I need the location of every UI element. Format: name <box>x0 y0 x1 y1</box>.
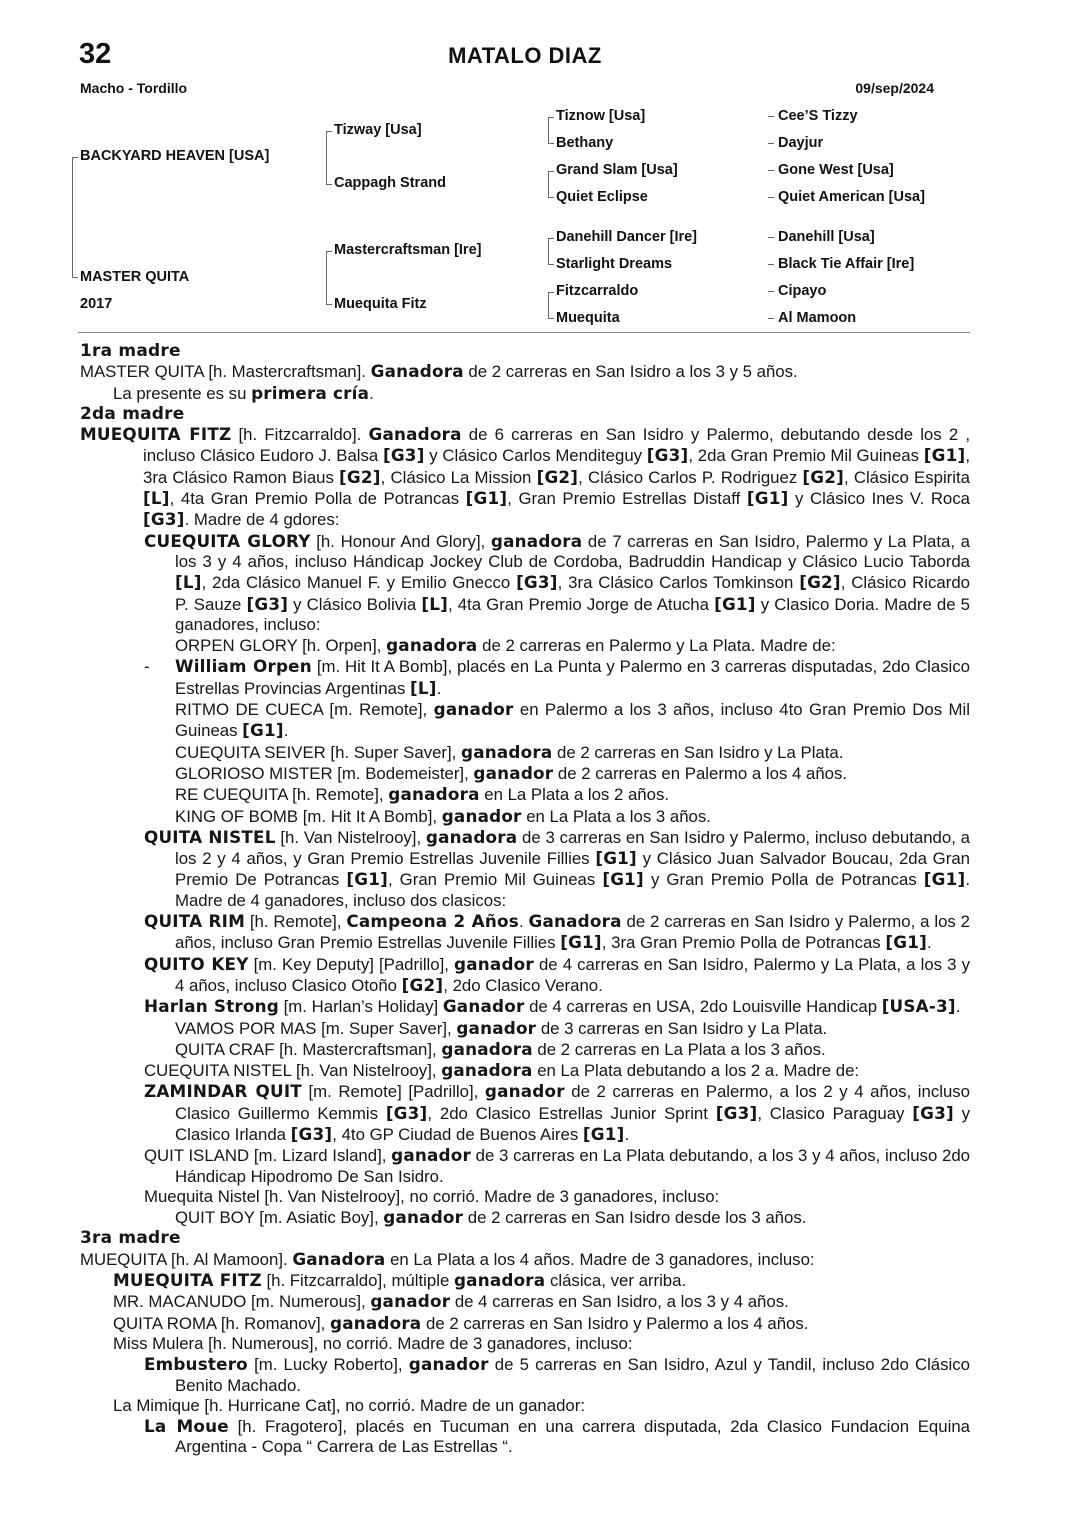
entry-text: , 4ta Gran Premio Polla de Potrancas <box>169 489 466 509</box>
entry-text: . <box>436 678 442 698</box>
entry-text: y Clásico Bolivia <box>288 594 422 614</box>
bold-text: [G2] <box>401 974 444 995</box>
bold-text: primera cría <box>251 382 370 403</box>
entry-text: QUITA ROMA [h. Romanov], <box>113 1313 330 1333</box>
bracket-line <box>768 116 774 117</box>
entry-text: . Madre de 4 ganadores, incluso dos clasicos: <box>175 870 971 910</box>
family-entry <box>80 1145 970 1187</box>
bold-text: ganadora <box>425 826 518 847</box>
entry-text: [h. Remote], <box>245 912 347 932</box>
bold-text: [G2] <box>339 466 381 487</box>
bold-text: [USA-3] <box>881 996 956 1017</box>
entry-text: de 4 carreras en San Isidro, a los 3 y 4 años. <box>450 1292 789 1312</box>
bold-text: ganadora <box>329 1312 422 1333</box>
family-entry <box>80 1334 970 1354</box>
bold-text: 1ra madre <box>80 341 181 361</box>
gen4-ancestor: Cee’S Tizzy <box>778 108 858 124</box>
bold-text: [G1] <box>923 445 966 466</box>
bold-text: ganadora <box>441 1060 533 1081</box>
gen4-ancestor: Gone West [Usa] <box>778 162 894 178</box>
bold-text: [G2] <box>799 572 841 593</box>
entry-text: RE CUEQUITA [h. Remote], <box>175 785 389 805</box>
entry-text: [h. Fitzcarraldo]. <box>231 425 369 445</box>
bold-text: [G3] <box>246 593 289 614</box>
bracket-line <box>326 131 332 132</box>
entry-text: QUIT BOY [m. Asiatic Boy], <box>175 1208 384 1228</box>
entry-text: clásica, ver arriba. <box>545 1271 687 1291</box>
bracket-line <box>548 264 554 265</box>
bracket-line <box>72 157 78 158</box>
entry-text: CUEQUITA SEIVER [h. Super Saver], <box>175 742 462 762</box>
gen4-ancestor: Danehill [Usa] <box>778 229 875 245</box>
dam-sire: Mastercraftsman [Ire] <box>334 242 482 258</box>
bold-text: ganador <box>370 1291 451 1312</box>
entry-text: QUITA CRAF [h. Mastercraftsman], <box>175 1039 442 1059</box>
bracket-line <box>768 197 774 198</box>
bold-text: [G2] <box>802 466 844 487</box>
entry-text: y Clasico Doria. Madre de 5 ganadores, incluso: <box>175 594 971 634</box>
family-entry <box>80 656 970 699</box>
family-entry <box>80 531 970 635</box>
entry-text: [h. Van Nistelrooy], <box>275 827 426 847</box>
bold-text: ganadora <box>490 530 583 551</box>
bold-text: ganadora <box>388 784 480 805</box>
entry-text: VAMOS POR MAS [m. Super Saver], <box>175 1018 457 1038</box>
entry-text: de 2 carreras en La Plata a los 3 años. <box>532 1039 826 1059</box>
entry-text: GLORIOSO MISTER [m. Bodemeister], <box>175 763 474 783</box>
entry-text: de 3 carreras en San Isidro y La Plata. <box>536 1018 828 1038</box>
entry-text: , 4ta Gran Premio Jorge de Atucha <box>447 594 715 614</box>
entry-dash: - <box>144 657 150 677</box>
bold-text: [G3] <box>516 572 558 593</box>
bracket-line <box>548 238 549 265</box>
entry-text: de 2 carreras en San Isidro y La Plata. <box>552 742 844 762</box>
bold-text: ganador <box>454 953 534 974</box>
bold-text: [G1] <box>885 932 927 953</box>
bold-text: ganador <box>484 1081 565 1102</box>
family-entry <box>80 1249 970 1270</box>
dam: MASTER QUITA <box>80 269 190 285</box>
entry-text: Muequita Nistel [h. Van Nistelrooy], no corrió. Madre de 3 ganadores, incluso: <box>144 1186 720 1206</box>
family-entry <box>80 1313 970 1334</box>
bold-text: ganadora <box>441 1038 533 1059</box>
entry-text: de 2 carreras en San Isidro desde los 3 años. <box>463 1208 807 1228</box>
gen4-ancestor: Dayjur <box>778 135 824 151</box>
entry-text: . <box>369 383 374 403</box>
family-entry <box>80 1207 970 1228</box>
entry-text: , Clasico Paraguay <box>757 1103 913 1123</box>
bold-text: Campeona 2 Años <box>346 911 519 932</box>
entry-text: [h. Fitzcarraldo], múltiple <box>261 1271 454 1291</box>
entry-text: de 2 carreras en San Isidro y Palermo a los 4 años. <box>421 1313 809 1333</box>
entry-text: . Madre de 4 gdores: <box>184 510 340 530</box>
bold-text: ganadora <box>453 1270 546 1291</box>
gen3-ancestor: Danehill Dancer [Ire] <box>556 229 698 245</box>
family-entry <box>80 1039 970 1060</box>
bold-text: La Moue <box>144 1416 229 1437</box>
family-entry <box>80 1416 970 1458</box>
bracket-line <box>548 197 554 198</box>
bold-text: ganador <box>441 805 522 826</box>
bracket-line <box>548 171 554 172</box>
entry-text: ORPEN GLORY [h. Orpen], <box>175 636 387 656</box>
entry-text: [h. Honour And Glory], <box>310 531 491 551</box>
gen3-ancestor: Grand Slam [Usa] <box>556 162 678 178</box>
sire-dam: Cappagh Strand <box>334 175 446 191</box>
generation-heading <box>80 404 970 424</box>
entry-text: y Clásico Ines V. Roca <box>788 489 970 509</box>
entry-text: de 7 carreras en San Isidro, Palermo y La Plata, a los 3 y 4 años, incluso Hándicap Jockey Club de Cordoba, Badruddin Handicap y Clásico Lucio Taborda <box>175 531 971 571</box>
bold-text: Embustero <box>144 1354 248 1375</box>
family-entry <box>80 827 970 911</box>
bold-text: [G3] <box>143 509 185 530</box>
entry-text: y Clásico Juan Salvador Boucau, 2da Gran Premio De Potrancas <box>175 849 970 890</box>
bold-text: [G1] <box>242 720 284 741</box>
family-entry <box>80 763 970 784</box>
bold-text: [L] <box>143 488 170 509</box>
bold-text: [G3] <box>646 445 689 466</box>
bold-text: [G3] <box>382 445 425 466</box>
entry-text: de 2 carreras en San Isidro y Palermo, a los 2 años, incluso Gran Premio Estrellas Juvenile Fillies <box>175 912 970 953</box>
bracket-line <box>548 238 554 239</box>
entry-text: , 2do Clasico Estrellas Junior Sprint <box>427 1103 716 1123</box>
entry-text: . <box>518 912 529 932</box>
bold-text: [G1] <box>560 932 602 953</box>
entry-text: de 3 carreras en San Isidro y Palermo, incluso debutando, a los 2 y 4 años, y Gran Premio Estrellas Juvenile Fillies <box>175 827 970 869</box>
bold-text: ZAMINDAR QUIT <box>144 1081 302 1102</box>
entry-text: , Clásico Carlos P. Rodriguez <box>578 467 803 487</box>
family-entry <box>80 996 970 1017</box>
entry-text: en Palermo a los 3 años, incluso 4to Gran Premio Dos Mil Guineas <box>175 700 970 741</box>
entry-text: de 2 carreras en San Isidro a los 3 y 5 años. <box>463 362 798 382</box>
entry-text: Miss Mulera [h. Numerous], no corrió. Madre de 3 ganadores, incluso: <box>113 1333 633 1353</box>
bold-text: ganador <box>383 1207 464 1228</box>
entry-text: MR. MACANUDO [m. Numerous], <box>113 1292 371 1312</box>
bold-text: [G1] <box>923 869 966 890</box>
entry-text: RITMO DE CUECA [m. Remote], <box>175 700 434 720</box>
bracket-line <box>548 171 549 198</box>
family-entry <box>80 424 970 530</box>
entry-text: La Mimique [h. Hurricane Cat], no corrió. Madre de un ganador: <box>113 1395 585 1415</box>
bold-text: William Orpen <box>175 656 312 677</box>
entry-text: [m. Hit It A Bomb], placés en La Punta y Palermo en 3 carreras disputadas, 2do Clasico Estrellas Provincias Argentinas <box>175 657 970 698</box>
generation-heading <box>80 341 970 361</box>
bracket-line <box>548 292 549 319</box>
lot-number: 32 <box>79 38 112 70</box>
birth-year: 2017 <box>80 296 113 312</box>
section-divider <box>78 332 970 333</box>
bold-text: ganadora <box>386 635 478 656</box>
entry-text: MASTER QUITA [h. Mastercraftsman]. <box>80 362 371 382</box>
gen4-ancestor: Cipayo <box>778 283 827 299</box>
entry-text: , 4to GP Ciudad de Buenos Aires <box>332 1124 583 1144</box>
entry-text: CUEQUITA NISTEL [h. Van Nistelrooy], <box>144 1061 442 1081</box>
bold-text: Harlan Strong <box>144 996 279 1017</box>
generation-heading <box>80 1228 970 1248</box>
entry-text: QUIT ISLAND [m. Lizard Island], <box>144 1146 392 1166</box>
bold-text: [G3] <box>715 1102 758 1123</box>
entry-text: [m. Remote] [Padrillo], <box>301 1082 485 1102</box>
gen3-ancestor: Tiznow [Usa] <box>556 108 646 124</box>
dam-dam: Muequita Fitz <box>334 296 427 312</box>
entry-text: [m. Key Deputy] [Padrillo], <box>248 954 455 974</box>
entry-text: , 3ra Clásico Carlos Tomkinson <box>557 573 800 593</box>
bold-text: Ganadora <box>292 1248 386 1269</box>
entry-text: de 3 carreras en La Plata debutando, a los 3 y 4 años, incluso 2do Hándicap Hipodromo De San Isidro. <box>175 1146 970 1186</box>
family-entry <box>80 1060 970 1081</box>
entry-text: [h. Fragotero], placés en Tucuman en una carrera disputada, 2da Clasico Fundacion Equina Argentina - Copa “ Carrera de Las Estrellas “. <box>175 1417 970 1457</box>
bracket-line <box>326 251 327 305</box>
family-entry <box>80 1291 970 1312</box>
gen3-ancestor: Fitzcarraldo <box>556 283 639 299</box>
catalog-date: 09/sep/2024 <box>855 80 934 96</box>
entry-text: de 2 carreras en Palermo y La Plata. Madre de: <box>477 636 836 656</box>
entry-text: y Clásico Carlos Menditeguy <box>424 446 647 466</box>
bracket-line <box>548 292 554 293</box>
family-entry <box>80 784 970 805</box>
bold-text: [G1] <box>746 488 789 509</box>
bracket-line <box>768 237 774 238</box>
bold-text: MUEQUITA FITZ <box>80 424 232 445</box>
entry-text: de 4 carreras en USA, 2do Louisville Handicap <box>524 997 882 1017</box>
bracket-line <box>768 318 774 319</box>
family-entry <box>80 699 970 742</box>
bracket-line <box>326 184 332 185</box>
family-entry <box>80 954 970 997</box>
bold-text: [G1] <box>714 593 756 614</box>
bold-text: Ganador <box>442 996 525 1017</box>
entry-text: , Clásico Espirita <box>844 467 970 487</box>
bracket-line <box>72 277 78 278</box>
entry-text: de 4 carreras en San Isidro, Palermo y La Plata, a los 3 y 4 años, incluso Clasico Otoño <box>175 954 970 995</box>
bold-text: QUITA NISTEL <box>144 826 276 847</box>
bold-text: CUEQUITA GLORY <box>144 530 311 551</box>
bracket-line <box>768 264 774 265</box>
family-entry <box>80 806 970 827</box>
bold-text: ganador <box>433 699 514 720</box>
family-entry <box>80 911 970 954</box>
bold-text: Ganadora <box>368 424 462 445</box>
gen4-ancestor: Al Mamoon <box>778 310 857 326</box>
bracket-line <box>768 143 774 144</box>
bold-text: [L] <box>410 677 437 698</box>
gen4-ancestor: Black Tie Affair [Ire] <box>778 256 915 272</box>
bold-text: [G3] <box>385 1102 428 1123</box>
bold-text: [G3] <box>290 1123 333 1144</box>
bracket-line <box>768 170 774 171</box>
entry-text: , 2do Clasico Verano. <box>443 975 603 995</box>
family-entry <box>80 742 970 763</box>
sire: BACKYARD HEAVEN [USA] <box>80 148 270 164</box>
sex-color: Macho - Tordillo <box>80 80 188 96</box>
entry-text: en La Plata a los 4 años. Madre de 3 ganadores, incluso: <box>385 1249 815 1269</box>
entry-text: en La Plata a los 3 años. <box>521 806 711 826</box>
entry-text: , Clásico La Mission <box>380 467 537 487</box>
entry-text: [m. Harlan’s Holiday] <box>278 997 443 1017</box>
gen3-ancestor: Starlight Dreams <box>556 256 673 272</box>
bold-text: MUEQUITA FITZ <box>113 1270 262 1291</box>
pedigree-chart <box>0 0 1080 340</box>
bold-text: QUITA RIM <box>144 911 245 932</box>
bold-text: [G1] <box>582 1123 625 1144</box>
family-entry <box>80 361 970 382</box>
bracket-line <box>548 318 554 319</box>
entry-text: La presente es su <box>113 383 252 403</box>
bracket-line <box>326 251 332 252</box>
entry-text: MUEQUITA [h. Al Mamoon]. <box>80 1249 293 1269</box>
gen4-ancestor: Quiet American [Usa] <box>778 189 925 205</box>
maternal-family-text <box>80 341 970 1458</box>
family-entry <box>80 1018 970 1039</box>
bold-text: ganadora <box>461 741 553 762</box>
bold-text: ganador <box>391 1145 471 1166</box>
entry-text: en La Plata a los 2 años. <box>479 785 669 805</box>
bold-text: 2da madre <box>80 403 185 424</box>
bold-text: ganador <box>456 1017 537 1038</box>
entry-text: , 2da Gran Premio Mil Guineas <box>688 446 924 466</box>
bold-text: ganador <box>408 1354 489 1375</box>
bracket-line <box>548 117 554 118</box>
bracket-line <box>548 117 549 144</box>
horse-name: MATALO DIAZ <box>448 43 602 68</box>
entry-text: de 5 carreras en San Isidro, Azul y Tandil, incluso 2do Clásico Benito Machado. <box>175 1355 970 1395</box>
bold-text: 3ra madre <box>80 1228 181 1249</box>
bracket-line <box>72 157 73 278</box>
bracket-line <box>768 291 774 292</box>
entry-text: de 2 carreras en Palermo, a los 2 y 4 años, incluso Clasico Guillermo Kemmis <box>175 1082 971 1123</box>
bold-text: [G3] <box>912 1102 954 1123</box>
bold-text: Ganadora <box>370 361 464 382</box>
entry-text: . <box>926 933 932 953</box>
bold-text: [L] <box>175 572 202 593</box>
bold-text: [G1] <box>595 848 637 869</box>
entry-text: de 2 carreras en Palermo a los 4 años. <box>553 763 848 783</box>
bracket-line <box>326 131 327 185</box>
family-entry <box>80 1187 970 1207</box>
entry-text: , Clásico Ricardo P. Sauze <box>175 573 970 614</box>
entry-text: y Gran Premio Polla de Potrancas <box>643 870 924 890</box>
entry-text: , Gran Premio Mil Guineas <box>387 870 603 890</box>
family-entry <box>80 635 970 656</box>
bold-text: [G1] <box>346 869 388 890</box>
bold-text: ganador <box>473 762 554 783</box>
sire-sire: Tizway [Usa] <box>334 122 422 138</box>
entry-text: . <box>624 1124 630 1144</box>
entry-text: , 3ra Gran Premio Polla de Potrancas <box>601 933 886 953</box>
family-entry <box>80 1354 970 1396</box>
entry-text: , 2da Clásico Manuel F. y Emilio Gnecco <box>201 573 517 593</box>
bracket-line <box>548 143 554 144</box>
bold-text: QUITO KEY <box>144 953 249 974</box>
gen3-ancestor: Quiet Eclipse <box>556 189 648 205</box>
entry-text: KING OF BOMB [m. Hit It A Bomb], <box>175 806 442 826</box>
entry-text: de 6 carreras en San Isidro y Palermo, debutando desde los 2 , incluso Clásico Eudoro J. Balsa <box>143 425 970 466</box>
bold-text: [L] <box>421 593 448 614</box>
family-entry <box>80 1270 970 1291</box>
entry-text: [m. Lucky Roberto], <box>247 1355 409 1375</box>
family-entry <box>80 1396 970 1416</box>
entry-text: , 3ra Clásico Ramon Biaus <box>143 446 970 487</box>
entry-text: en La Plata debutando a los 2 a. Madre de: <box>532 1061 860 1081</box>
gen3-ancestor: Muequita <box>556 310 620 326</box>
gen3-ancestor: Bethany <box>556 135 614 151</box>
bracket-line <box>326 304 332 305</box>
entry-text: . <box>283 721 289 741</box>
family-entry <box>80 383 970 404</box>
entry-text: . <box>955 997 961 1017</box>
bold-text: [G1] <box>465 488 508 509</box>
bold-text: [G1] <box>602 869 644 890</box>
entry-text: y Clasico Irlanda <box>175 1103 971 1144</box>
family-entry <box>80 1081 970 1145</box>
bold-text: Ganadora <box>528 911 622 932</box>
bold-text: [G2] <box>536 466 579 487</box>
entry-text: , Gran Premio Estrellas Distaff <box>507 489 747 509</box>
